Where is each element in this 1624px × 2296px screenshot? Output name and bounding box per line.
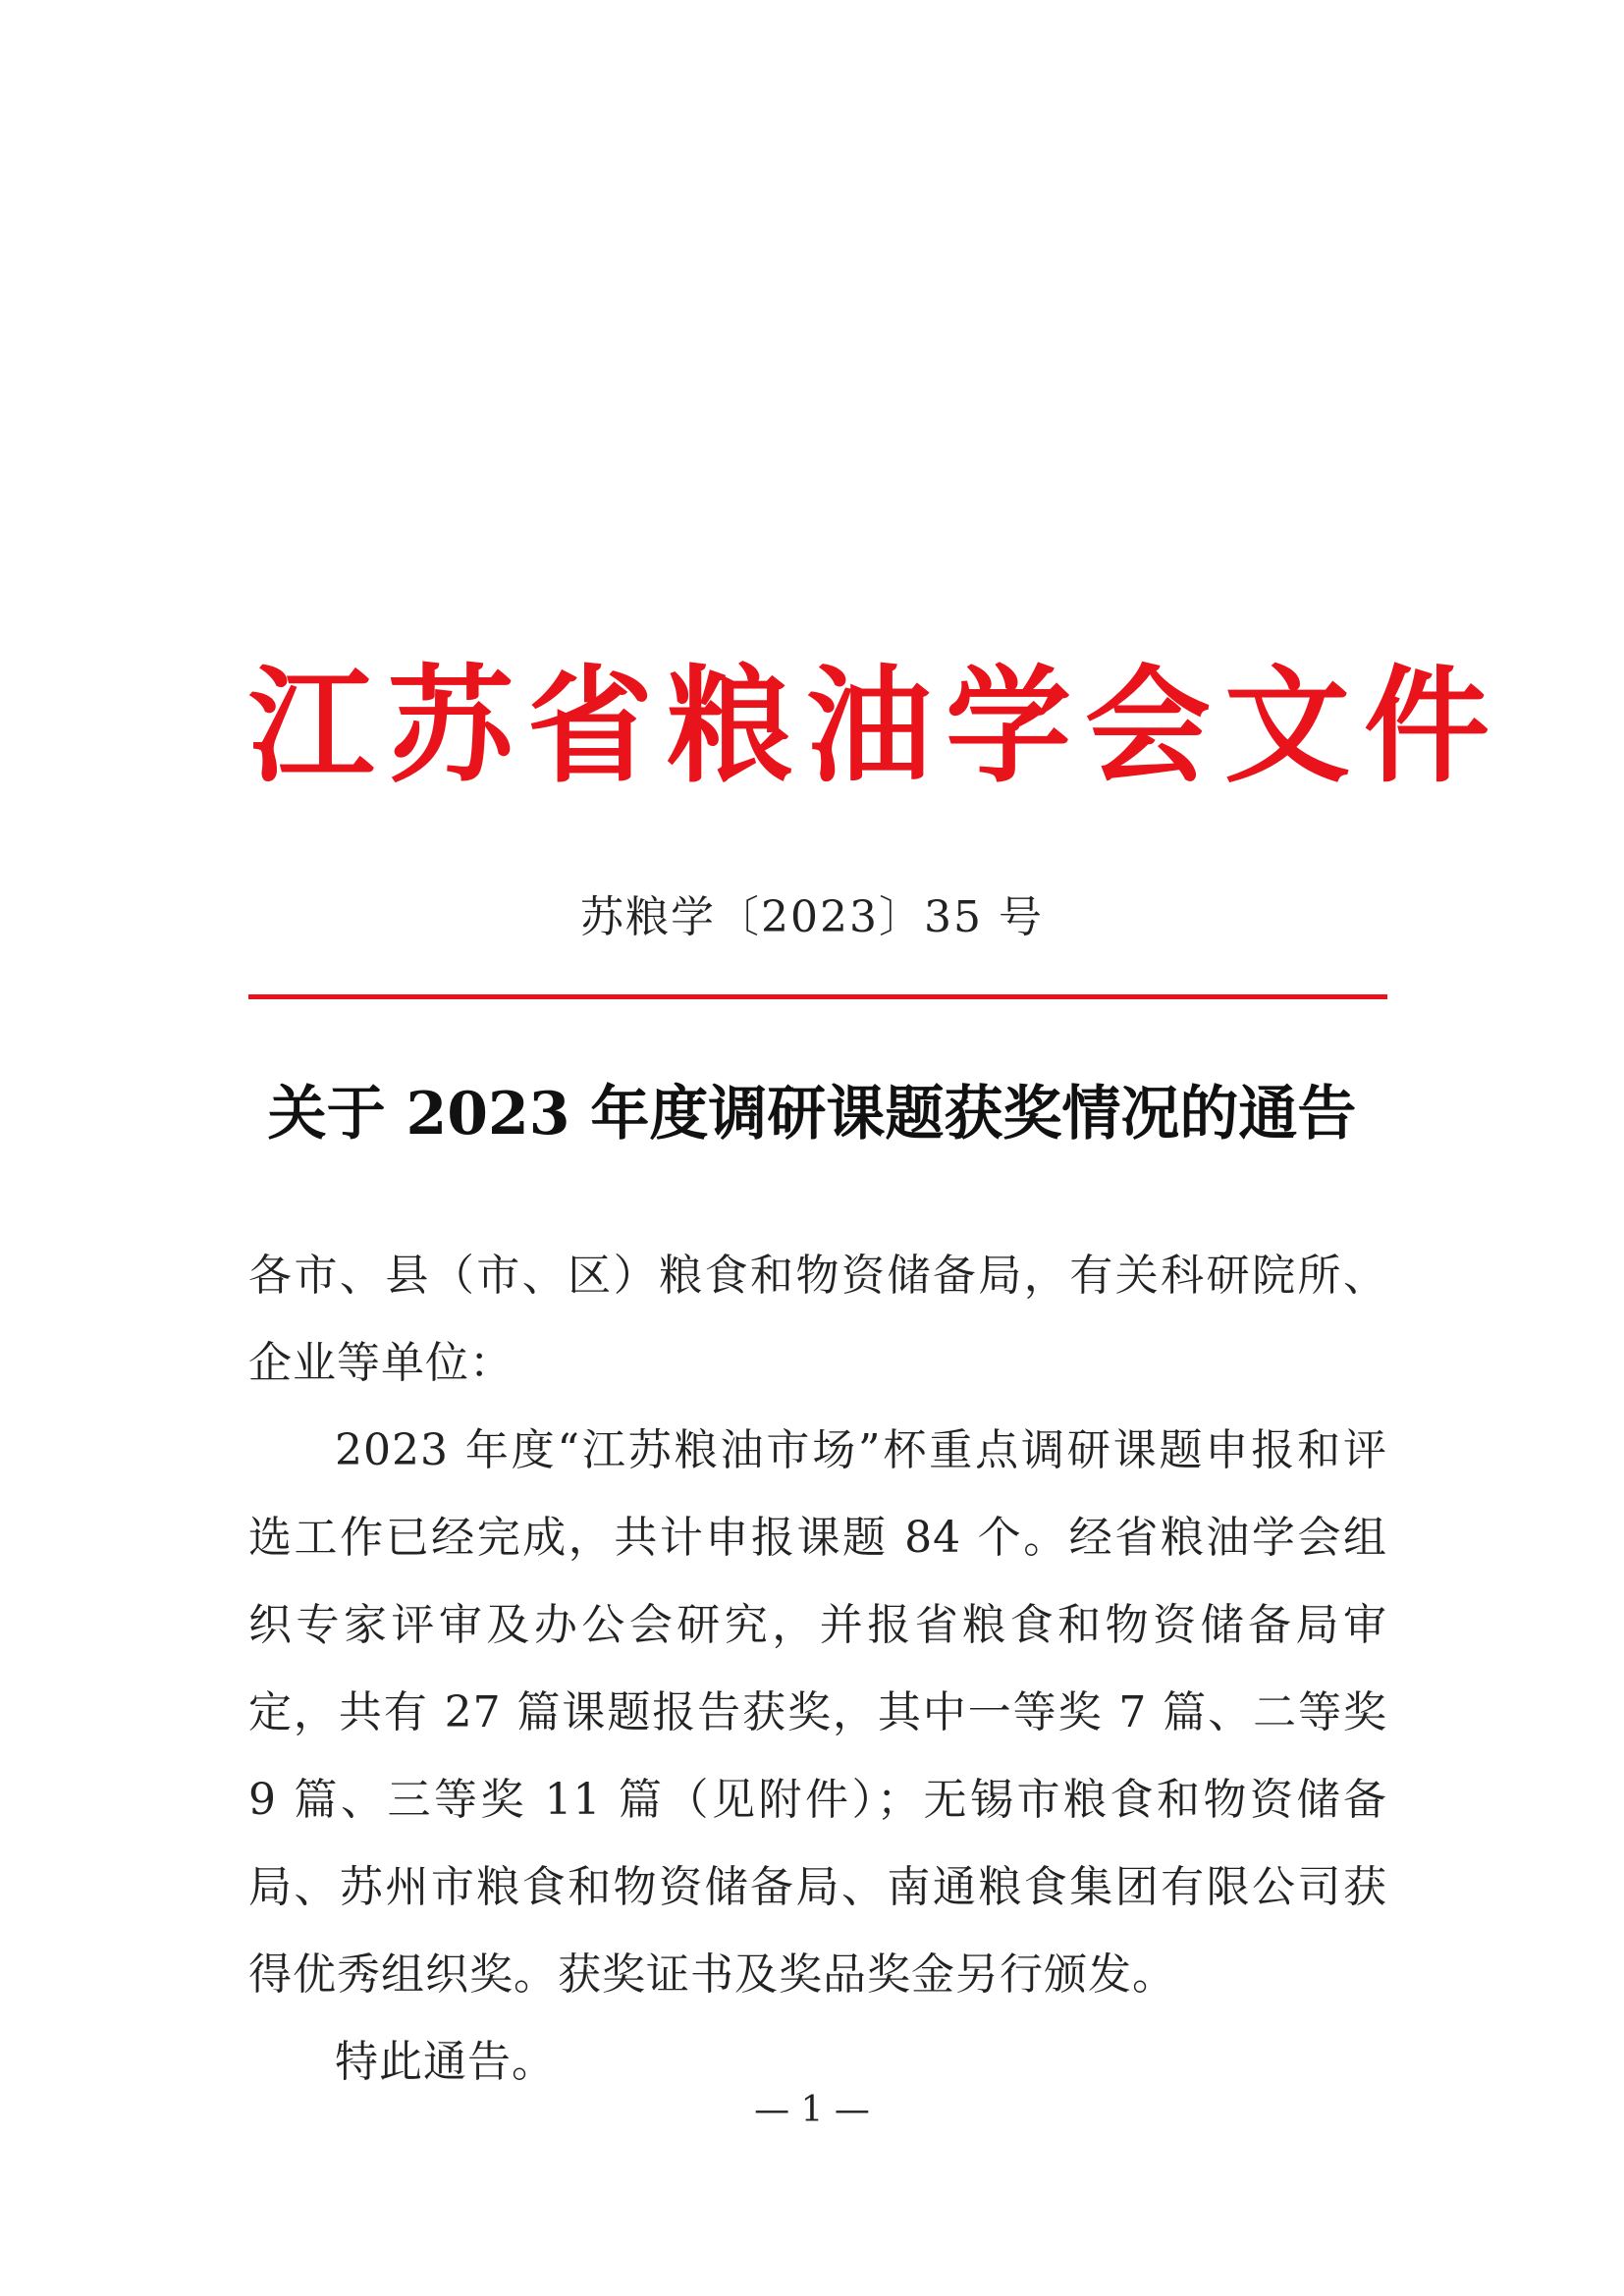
body-paragraph: 2023 年度“江苏粮油市场”杯重点调研课题申报和评选工作已经完成，共计申报课题 84 个。经省粮油学会组织专家评审及办公会研究，并报省粮食和物资储备局审定，共有 27 篇课题报告获奖，其中一等奖 7 篇、二等奖 9 篇、三等奖 11 篇（见附件）；无锡市粮食和物资储备局、苏州市粮食和物资储备局、南通粮食集团有限公司获得优秀组织奖。获奖证书及奖品奖金另行颁发。: [248, 1425, 1387, 2000]
notice-body: [248, 1232, 1387, 2106]
header-divider: [248, 994, 1387, 999]
salutation: 各市、县（市、区）粮食和物资储备局，有关科研院所、企业等单位：: [248, 1251, 1387, 1388]
page-number: — 1 —: [754, 2090, 870, 2130]
document-number: 苏粮学〔2023〕35 号: [580, 892, 1044, 942]
document-header-title: 江苏省粮油学会文件: [248, 653, 1504, 800]
notice-title: 关于 2023 年度调研课题获奖情况的通告: [267, 1080, 1357, 1148]
closing-line: 特此通告。: [335, 2037, 556, 2087]
